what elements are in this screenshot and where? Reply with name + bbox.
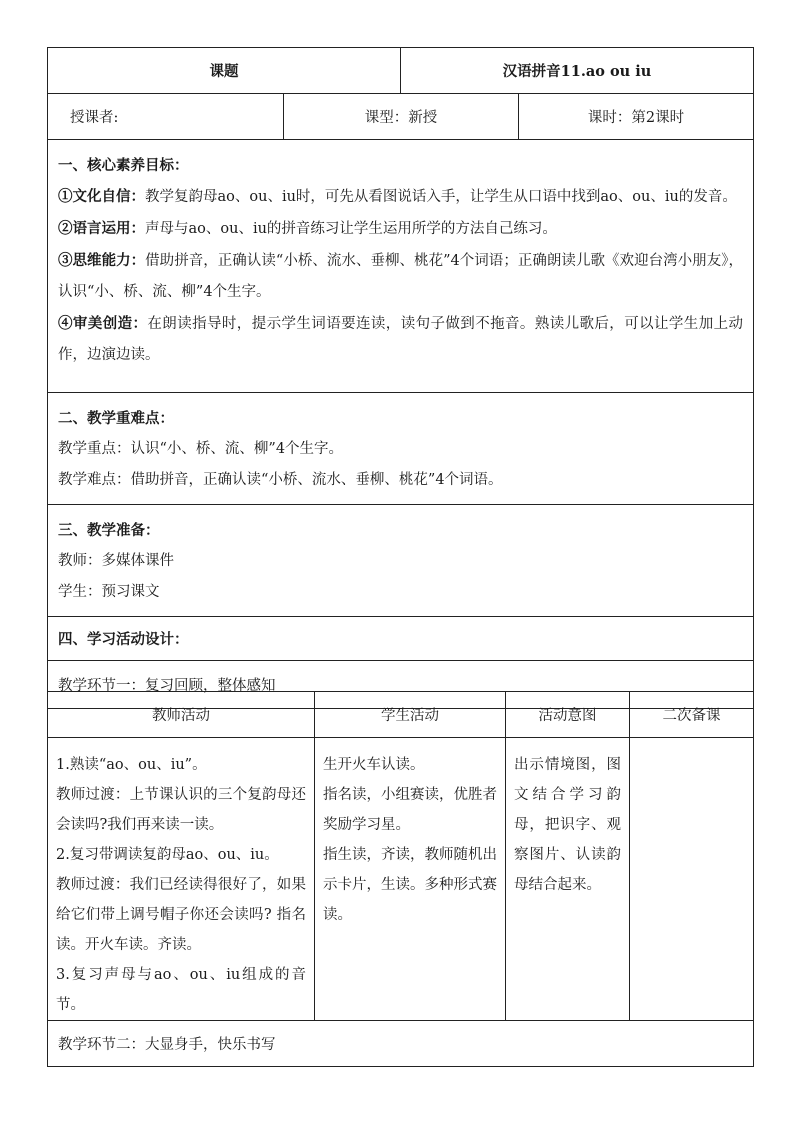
student-prep: 学生：预习课文	[58, 584, 160, 600]
column-header: 二次备课	[630, 692, 754, 738]
teacher-activity-line: 3.复习声母与ao、ou、iu组成的音节。	[56, 967, 306, 1013]
student-activity-line: 指生读，齐读，教师随机出示卡片，生读。多种形式赛读。	[323, 847, 497, 923]
design-heading: 四、学习活动设计：	[48, 617, 754, 661]
stage-two-title: 教学环节二：大显身手，快乐书写	[48, 1021, 754, 1067]
second-prep-cell	[630, 738, 754, 1021]
teaching-focus: 教学重点：认识“小、桥、流、柳”4个生字。	[58, 441, 344, 457]
stage-one-title: 教学环节一：复习回顾，整体感知	[48, 661, 754, 709]
lesson-header-table	[47, 47, 754, 140]
teacher-activity-line: 1.熟读“ao、ou、iu”。	[56, 757, 207, 773]
teacher-activity-line: 教师过渡：我们已经读得很好了，如果给它们带上调号帽子你还会读吗? 指名读。开火车读。齐读。	[56, 877, 306, 953]
lesson-period: 课时：第2课时	[519, 94, 754, 140]
activity-intent-text: 出示情境图，图文结合学习韵母，把识字、观察图片、认读韵母结合起来。	[514, 757, 621, 893]
teacher-activity-line: 2.复习带调读复韵母ao、ou、iu。	[56, 847, 279, 863]
goal-item: ④审美创造：在朗读指导时，提示学生词语要连读，读句子做到不拖音。熟读儿歌后，可以让学生加上动作，边演边读。	[58, 315, 744, 363]
column-header: 活动意图	[506, 692, 630, 738]
prep-heading: 三、教学准备：	[58, 522, 160, 539]
activity-table	[47, 691, 754, 1067]
sections-table	[47, 139, 754, 709]
lesson-type: 课型：新授	[284, 94, 519, 140]
column-header: 教师活动	[48, 692, 315, 738]
teacher-label: 授课者:	[48, 94, 284, 140]
goal-item: ③思维能力：借助拼音，正确认读“小桥、流水、垂柳、桃花”4个词语；正确朗读儿歌《欢迎台湾小朋友》，认识“小、桥、流、柳”4个生字。	[58, 252, 743, 300]
core-goals-section	[48, 140, 754, 393]
key-points-section	[48, 393, 754, 505]
student-activity-line: 指名读，小组赛读，优胜者奖励学习星。	[323, 787, 497, 833]
goals-heading: 一、核心素养目标：	[58, 157, 189, 174]
teaching-difficulty: 教学难点：借助拼音，正确认读“小桥、流水、垂柳、桃花”4个词语。	[58, 472, 503, 488]
teacher-activity-cell	[48, 738, 315, 1021]
key-points-heading: 二、教学重难点：	[58, 410, 174, 427]
topic-value: 汉语拼音11.ao ou iu	[401, 48, 754, 94]
student-activity-line: 生开火车认读。	[323, 757, 425, 773]
student-activity-cell	[315, 738, 506, 1021]
goal-item: ①文化自信：教学复韵母ao、ou、iu时，可先从看图说话入手，让学生从口语中找到ao、ou、iu的发音。	[58, 188, 737, 205]
teacher-activity-line: 教师过渡：上节课认识的三个复韵母还会读吗?我们再来读一读。	[56, 787, 306, 833]
preparation-section	[48, 505, 754, 617]
activity-intent-cell	[506, 738, 630, 1021]
goal-item: ②语言运用：声母与ao、ou、iu的拼音练习让学生运用所学的方法自己练习。	[58, 220, 557, 237]
teacher-prep: 教师：多媒体课件	[58, 553, 174, 569]
topic-label: 课题	[48, 48, 401, 94]
column-header: 学生活动	[315, 692, 506, 738]
